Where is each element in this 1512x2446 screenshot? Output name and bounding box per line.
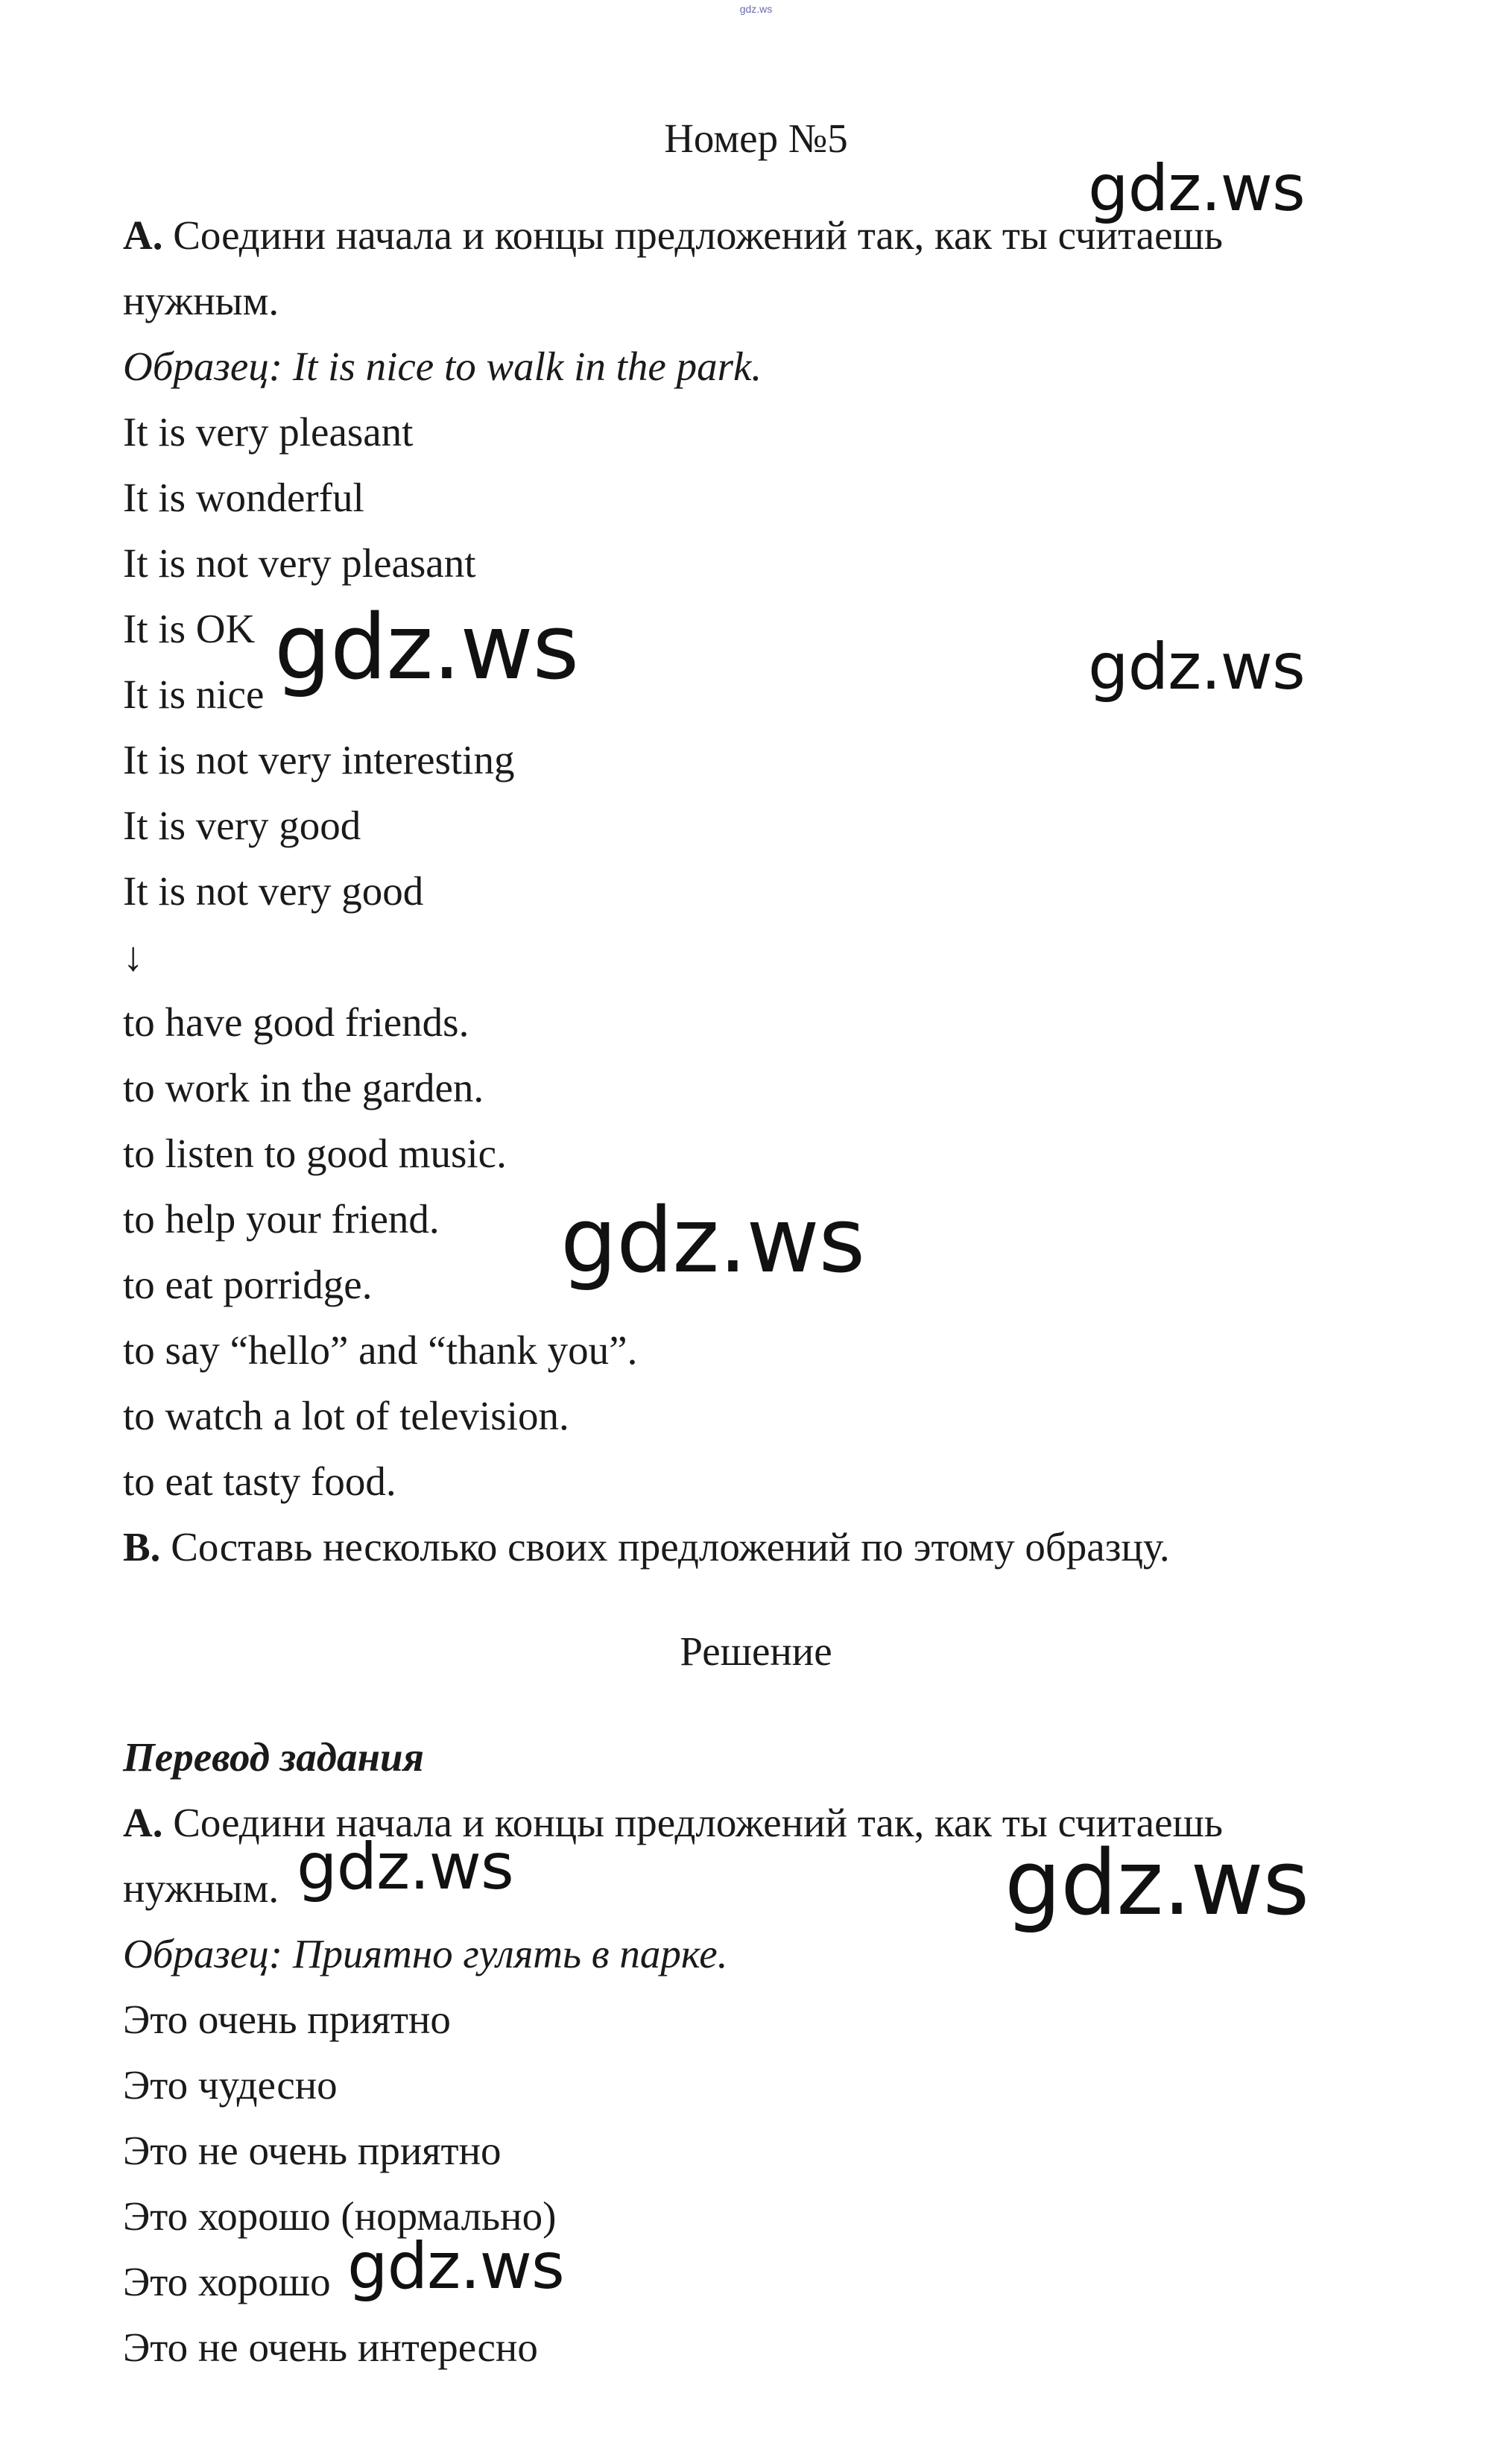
top-watermark: gdz.ws: [739, 3, 773, 15]
task-b-label: B.: [123, 1524, 161, 1570]
ending-item: to work in the garden.: [123, 1065, 484, 1110]
beginning-item: It is wonderful: [123, 475, 364, 520]
beginning-item: It is not very pleasant: [123, 540, 476, 586]
task-a-text: Соедини начала и концы предложений так, как ты считаешь: [162, 212, 1223, 258]
watermark: gdz.ws: [560, 1189, 865, 1293]
ending-item: to say “hello” and “thank you”.: [123, 1327, 638, 1373]
example-sentence: Образец: It is nice to walk in the park.: [123, 344, 762, 389]
solution-example: Образец: Приятно гулять в парке.: [123, 1931, 728, 1976]
page-title: Номер №5: [664, 116, 848, 161]
ending-item: to have good friends.: [123, 999, 469, 1045]
ending-item: to watch a lot of television.: [123, 1393, 569, 1438]
beginning-item: It is nice: [123, 671, 265, 717]
translation-item: Это хорошо (нормально): [123, 2193, 557, 2239]
translation-item: Это не очень интересно: [123, 2325, 538, 2370]
watermark: gdz.ws: [1088, 151, 1305, 226]
watermark: gdz.ws: [297, 1830, 513, 1904]
solution-heading: Решение: [680, 1628, 832, 1674]
task-b-line: [123, 1524, 1170, 1570]
beginning-item: It is very good: [123, 803, 361, 848]
solution-a-text: Соедини начала и концы предложений так, как ты считаешь: [162, 1800, 1223, 1845]
watermark: gdz.ws: [274, 596, 579, 700]
task-a-line2: нужным.: [123, 278, 279, 323]
task-b-text: Составь несколько своих предложений по этому образцу.: [160, 1524, 1170, 1570]
solution-a-label: А.: [123, 1800, 163, 1845]
translation-heading: Перевод задания: [123, 1734, 424, 1780]
ending-item: to eat porridge.: [123, 1262, 373, 1307]
task-a-label: A.: [123, 212, 163, 258]
watermark: gdz.ws: [347, 2229, 564, 2304]
ending-item: to eat tasty food.: [123, 1459, 396, 1504]
watermark: gdz.ws: [1005, 1832, 1309, 1935]
beginning-item: It is OK: [123, 606, 256, 651]
translation-item: Это хорошо: [123, 2259, 331, 2304]
translation-item: Это не очень приятно: [123, 2128, 502, 2173]
task-a-line1: [123, 212, 1223, 258]
beginning-item: It is very pleasant: [123, 409, 414, 455]
beginning-item: It is not very interesting: [123, 737, 515, 783]
beginning-item: It is not very good: [123, 868, 424, 914]
translation-item: Это очень приятно: [123, 1997, 451, 2042]
watermark: gdz.ws: [1088, 630, 1305, 704]
solution-a-line2: нужным.: [123, 1865, 279, 1911]
down-arrow-icon: ↓: [123, 934, 144, 979]
translation-item: Это чудесно: [123, 2062, 338, 2108]
ending-item: to listen to good music.: [123, 1131, 507, 1176]
ending-item: to help your friend.: [123, 1196, 440, 1242]
